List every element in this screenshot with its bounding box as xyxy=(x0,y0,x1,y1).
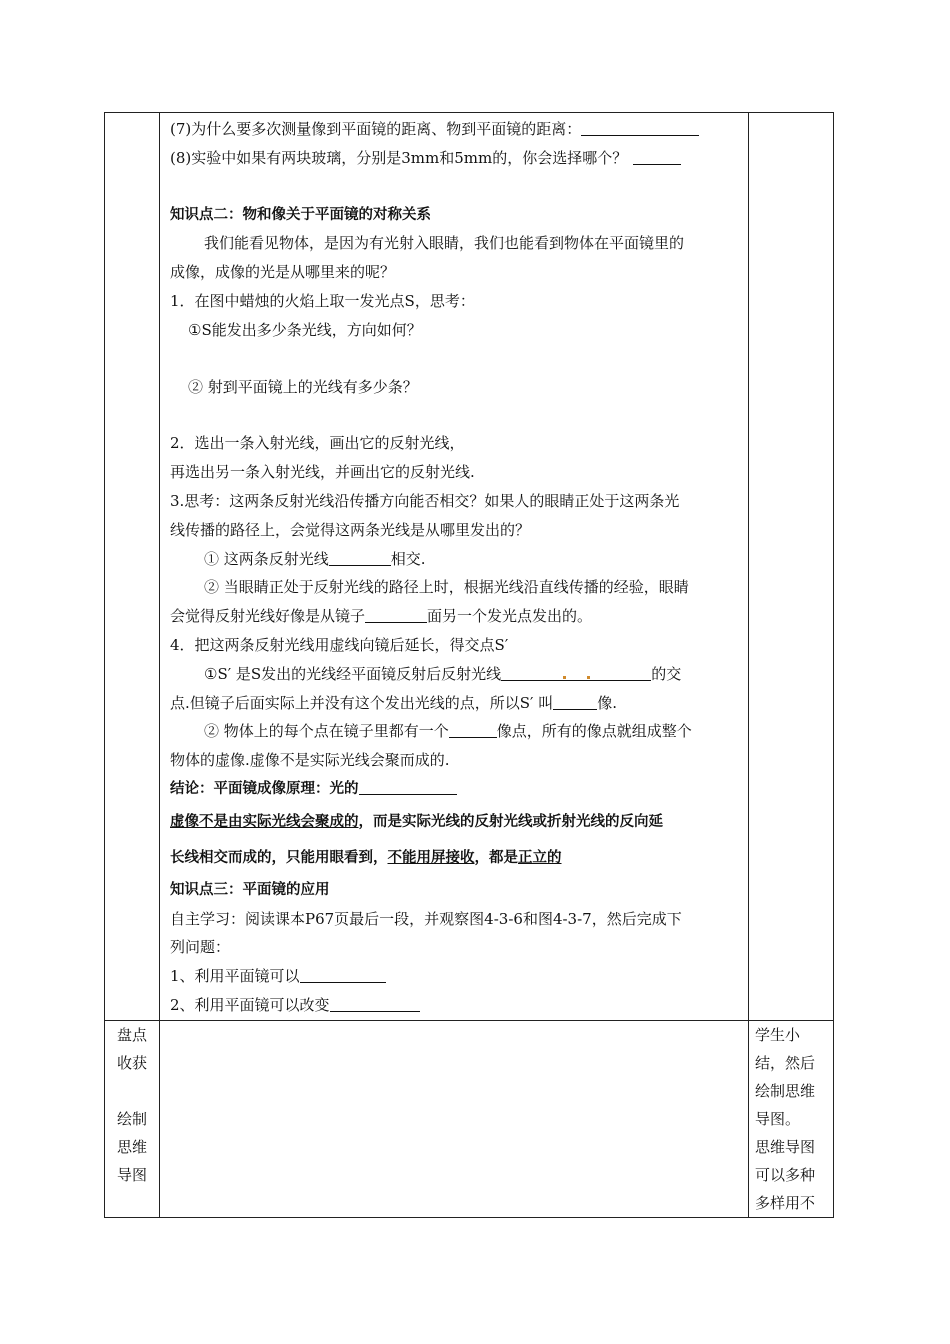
answer-blank[interactable] xyxy=(581,117,699,136)
self-study: 自主学习：阅读课本P67页最后一段，并观察图4-3-6和图4-3-7，然后完成下 xyxy=(170,909,682,928)
note-line: 结，然后 xyxy=(755,1053,816,1072)
question-8: (8)实验中如果有两块玻璃，分别是3mm和5mm的，你会选择哪个？ xyxy=(170,144,740,173)
note-line: 学生小 xyxy=(755,1025,801,1044)
step-1-a: ①S能发出多少条光线，方向如何？ xyxy=(188,320,422,339)
paragraph-line: 我们能看见物体，是因为有光射入眼睛，我们也能看到物体在平面镜里的 xyxy=(204,234,685,253)
label-line: 绘制 xyxy=(116,1109,147,1128)
note-line: 绘制思维 xyxy=(755,1081,816,1100)
content-row xyxy=(105,113,834,1021)
answer-blank[interactable] xyxy=(330,993,420,1012)
answer-blank[interactable] xyxy=(449,719,497,738)
summary-label-cell xyxy=(105,1020,160,1217)
note-line: 思维导图 xyxy=(755,1137,816,1156)
label-line: 收获 xyxy=(116,1053,147,1072)
question-7: (7)为什么要多次测量像到平面镜的距离、物到平面镜的距离： xyxy=(170,115,740,144)
top-left-cell xyxy=(105,113,160,1021)
step-2-cont: 再选出另一条入射光线，并画出它的反射光线. xyxy=(170,463,475,482)
answer-blank[interactable] xyxy=(633,146,681,165)
paragraph-line: 成像，成像的光是从哪里来的呢？ xyxy=(170,263,396,282)
step-4-a: ①S′ 是S发出的光线经平面镜反射后反射光线 的交 xyxy=(170,660,740,689)
lesson-table xyxy=(104,112,834,1218)
answer-blank[interactable] xyxy=(300,964,386,983)
answer-blank[interactable] xyxy=(553,691,597,710)
self-study-cont: 列问题： xyxy=(170,938,231,957)
application-1: 1、利用平面镜可以 xyxy=(170,962,740,991)
step-4-a-cont: 点.但镜子后面实际上并没有这个发出光线的点，所以S′ 叫 像. xyxy=(170,689,740,718)
step-3-cont: 线传播的路径上，会觉得这两条光线是从哪里发出的？ xyxy=(170,520,531,539)
main-content-cell xyxy=(160,113,749,1021)
step-3: 3.思考：这两条反射光线沿传播方向能否相交？如果人的眼睛正处于这两条光 xyxy=(170,491,680,510)
step-4-b-cont: 物体的虚像.虚像不是实际光线会聚而成的. xyxy=(170,751,450,770)
note-line: 导图。 xyxy=(755,1109,801,1128)
step-1-b: ② 射到平面镜上的光线有多少条？ xyxy=(188,377,418,396)
note-line: 可以多种 xyxy=(755,1165,816,1184)
step-4-b: ② 物体上的每个点在镜子里都有一个 像点，所有的像点就组成整个 xyxy=(170,717,740,746)
step-2: 2．选出一条入射光线，画出它的反射光线， xyxy=(170,434,465,453)
note-line: 多样用不 xyxy=(755,1193,816,1212)
step-1: 1．在图中蜡烛的火焰上取一发光点S，思考： xyxy=(170,291,475,310)
conclusion: 结论：平面镜成像原理：光的 xyxy=(170,775,740,804)
answer-blank[interactable] xyxy=(365,604,427,623)
section-title-kp3: 知识点三：平面镜的应用 xyxy=(170,881,330,898)
virtual-image-note: 虚像不是由实际光线会聚成的，而是实际光线的反射光线或折射光线的反向延 xyxy=(170,813,663,830)
summary-row xyxy=(105,1020,834,1217)
step-3-a: ① 这两条反射光线 相交. xyxy=(170,545,740,574)
summary-writing-area[interactable] xyxy=(160,1020,749,1217)
step-4: 4．把这两条反射光线用虚线向镜后延长，得交点S′ xyxy=(170,635,509,654)
label-line: 思维 xyxy=(116,1137,147,1156)
virtual-image-note-cont: 长线相交而成的，只能用眼看到，不能用屏接收，都是正立的 xyxy=(170,849,562,866)
label-line: 导图 xyxy=(116,1165,147,1184)
answer-blank[interactable] xyxy=(329,547,391,566)
step-3-b-cont: 会觉得反射光线好像是从镜子 面另一个发光点发出的。 xyxy=(170,602,740,631)
section-title-kp2: 知识点二：物和像关于平面镜的对称关系 xyxy=(170,206,431,223)
answer-blank[interactable] xyxy=(501,662,651,681)
answer-blank[interactable] xyxy=(359,776,457,795)
summary-note-cell xyxy=(749,1020,834,1217)
top-right-cell xyxy=(749,113,834,1021)
application-2: 2、利用平面镜可以改变 xyxy=(170,991,740,1020)
step-3-b: ② 当眼睛正处于反射光线的路径上时，根据光线沿直线传播的经验，眼睛 xyxy=(204,578,689,597)
label-line: 盘点 xyxy=(116,1025,147,1044)
